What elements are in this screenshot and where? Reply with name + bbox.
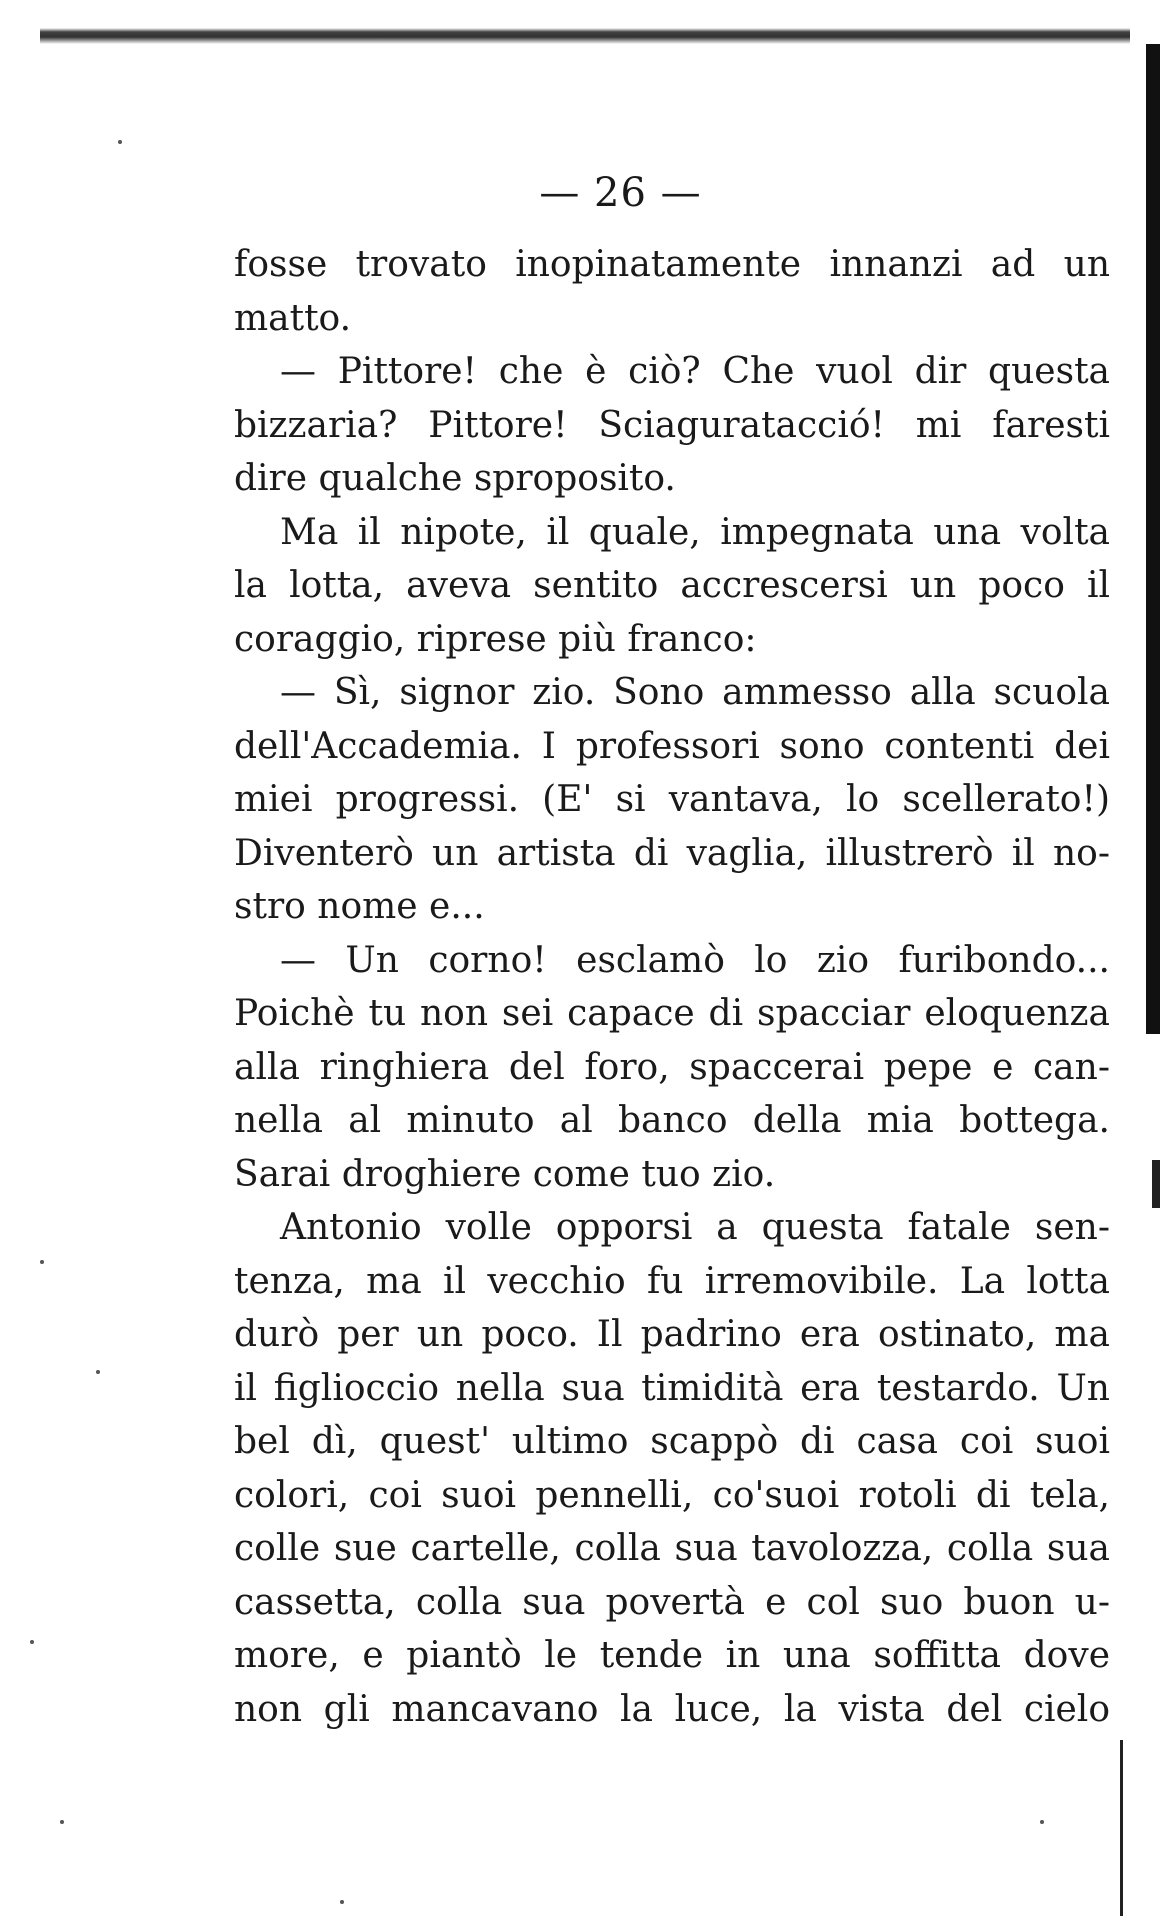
text-line: dell'Accademia. I professori sono contenti dei — [234, 725, 1110, 767]
top-edge-rule — [40, 28, 1130, 44]
text-line: colori, coi suoi pennelli, co'suoi rotoli di tela, — [234, 1474, 1110, 1516]
right-binding-mark — [1152, 1160, 1160, 1208]
text-line: more, e piantò le tende in una soffitta dove — [234, 1635, 1110, 1676]
text-line: coraggio, riprese più franco: — [234, 618, 757, 660]
scan-speck — [96, 1370, 100, 1374]
page-number: — 26 — — [539, 170, 702, 216]
scan-speck — [118, 140, 122, 144]
scan-speck — [1040, 1820, 1044, 1824]
text-line: la lotta, aveva sentito accrescersi un poco il — [234, 565, 1110, 606]
text-line: tenza, ma il vecchio fu irremovibile. La lotta — [234, 1260, 1110, 1302]
text-line: alla ringhiera del foro, spaccerai pepe e can- — [234, 1046, 1110, 1088]
right-edge-line — [1120, 1740, 1123, 1916]
text-line: stro nome e... — [234, 886, 485, 927]
text-line: — Pittore! che è ciò? Che vuol dir questa — [280, 351, 1110, 392]
body-text — [234, 238, 1110, 1736]
text-line: colle sue cartelle, colla sua tavolozza, colla sua — [234, 1528, 1110, 1569]
text-line: il figlioccio nella sua timidità era testardo. Un — [234, 1367, 1110, 1409]
text-line: Sarai droghiere come tuo zio. — [234, 1153, 776, 1195]
text-line: bel dì, quest' ultimo scappò di casa coi suoi — [234, 1421, 1110, 1462]
text-line: nella al minuto al banco della mia bottega. — [234, 1100, 1110, 1141]
text-line: dire qualche sproposito. — [234, 458, 676, 499]
text-line: bizzaria? Pittore! Sciaguratacció! mi faresti — [234, 404, 1110, 446]
text-line: — Sì, signor zio. Sono ammesso alla scuola — [280, 672, 1110, 713]
scan-speck — [40, 1260, 44, 1264]
scan-speck — [60, 1820, 64, 1824]
text-line: miei progressi. (E' si vantava, lo scellerato!) — [234, 779, 1110, 820]
text-line: durò per un poco. Il padrino era ostinato, ma — [234, 1314, 1110, 1355]
text-line: non gli mancavano la luce, la vista del cielo — [234, 1688, 1110, 1730]
text-line: — Un corno! esclamò lo zio furibondo... — [280, 939, 1110, 981]
scan-speck — [30, 1640, 34, 1644]
text-line: Ma il nipote, il quale, impegnata una volta — [280, 511, 1110, 553]
scan-speck — [340, 1900, 344, 1904]
text-line: Antonio volle opporsi a questa fatale sen- — [280, 1207, 1110, 1248]
text-line: fosse trovato inopinatamente innanzi ad un — [234, 244, 1110, 285]
text-line: Poichè tu non sei capace di spacciar eloquenza — [234, 993, 1110, 1034]
text-line: cassetta, colla sua povertà e col suo buon u- — [234, 1581, 1110, 1623]
text-line: Diventerò un artista di vaglia, illustrerò il no- — [234, 832, 1110, 874]
text-line: matto. — [234, 297, 352, 339]
